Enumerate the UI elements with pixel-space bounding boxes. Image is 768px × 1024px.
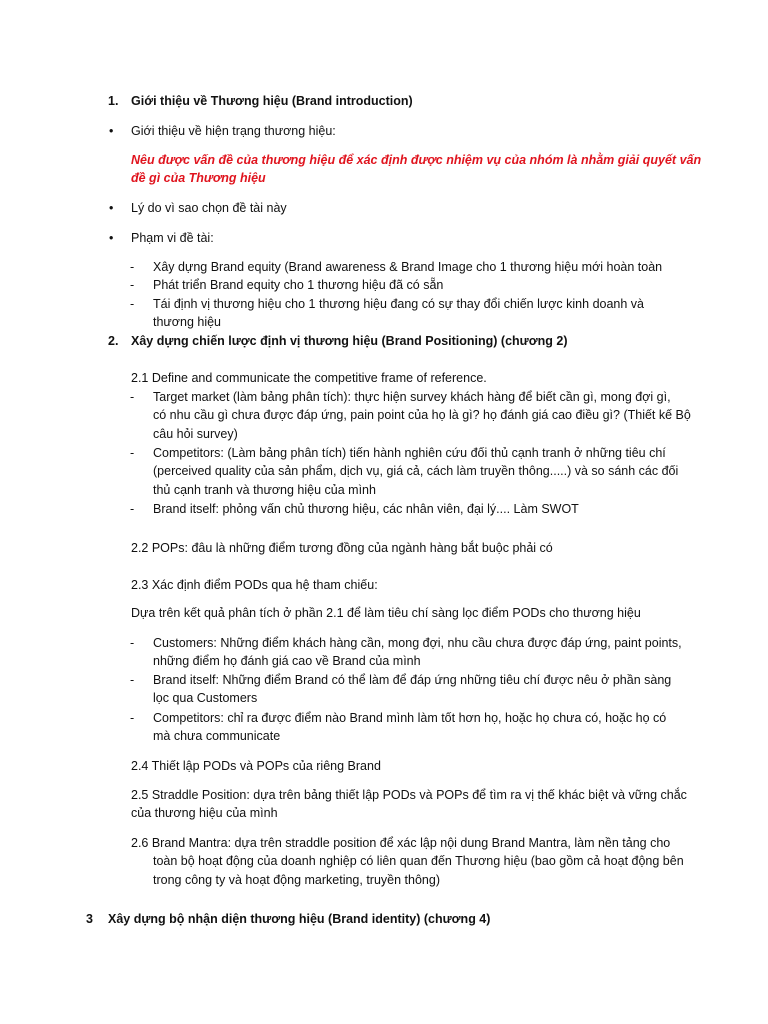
bullet-dot: •: [109, 231, 114, 245]
subsection-2-4-heading: 2.4 Thiết lập PODs và POPs của riêng Brand: [131, 759, 381, 773]
dash-marker: -: [130, 278, 135, 292]
bullet-dot: •: [109, 124, 114, 138]
dash-marker: -: [130, 673, 135, 687]
section-3-number: 3: [86, 912, 93, 926]
dash-marker: -: [130, 297, 135, 311]
subsection-2-6-line-1: 2.6 Brand Mantra: dựa trên straddle position để xác lập nội dung Brand Mantra, làm nền tảng cho: [131, 836, 671, 850]
subsection-2-5-line-2: của thương hiệu của mình: [131, 806, 278, 820]
dash-marker: -: [130, 260, 135, 274]
scope-item-3-line-2: thương hiệu: [153, 315, 221, 329]
pod-customers-line-2: những điểm họ đánh giá cao về Brand của mình: [153, 654, 421, 668]
pod-competitors-line-1: Competitors: chỉ ra được điểm nào Brand mình làm tốt hơn họ, hoặc họ chưa có, hoặc họ có: [153, 711, 667, 725]
competitors-line-1: Competitors: (Làm bảng phân tích) tiến hành nghiên cứu đối thủ cạnh tranh ở những tiêu chí: [153, 446, 666, 460]
subsection-2-3-heading: 2.3 Xác định điểm PODs qua hệ tham chiếu:: [131, 578, 378, 592]
pod-brand-line-1: Brand itself: Những điểm Brand có thể làm để đáp ứng những tiêu chí được nêu ở phần sàng: [153, 673, 672, 687]
target-market-line-2: có nhu cầu gì chưa được đáp ứng, pain point của họ là gì? họ đánh giá cao điều gì? (Thiết kế Bộ: [153, 408, 691, 422]
section-1-title: Giới thiệu về Thương hiệu (Brand introduction): [131, 94, 413, 108]
section-2-title: Xây dựng chiến lược định vị thương hiệu (Brand Positioning) (chương 2): [131, 334, 568, 348]
dash-marker: -: [130, 636, 135, 650]
scope-item-3-line-1: Tái định vị thương hiệu cho 1 thương hiệu đang có sự thay đổi chiến lược kinh doanh và: [153, 297, 644, 311]
section-1-number: 1.: [108, 94, 119, 108]
subsection-2-6-line-3: trong công ty và hoạt động marketing, truyền thông): [153, 873, 440, 887]
target-market-line-3: câu hỏi survey): [153, 427, 238, 441]
subsection-2-1-heading: 2.1 Define and communicate the competitive frame of reference.: [131, 371, 487, 385]
subsection-2-3-paragraph: Dựa trên kết quả phân tích ở phần 2.1 để làm tiêu chí sàng lọc điểm PODs cho thương hiệu: [131, 606, 641, 620]
dash-marker: -: [130, 446, 135, 460]
dash-marker: -: [130, 390, 135, 404]
highlighted-note-line-2: đề gì của Thương hiệu: [131, 171, 266, 185]
section-3-title: Xây dựng bộ nhận diện thương hiệu (Brand identity) (chương 4): [108, 912, 491, 926]
bullet-current-state: Giới thiệu về hiện trạng thương hiệu:: [131, 124, 336, 138]
subsection-2-2-heading: 2.2 POPs: đâu là những điểm tương đồng của ngành hàng bắt buộc phải có: [131, 541, 553, 555]
dash-marker: -: [130, 502, 135, 516]
subsection-2-6-line-2: toàn bộ hoạt động của doanh nghiệp có liên quan đến Thương hiệu (bao gồm cả hoạt động bên: [153, 854, 684, 868]
target-market-line-1: Target market (làm bảng phân tích): thực hiện survey khách hàng để biết cần gì, mong đợi gì,: [153, 390, 671, 404]
bullet-scope: Phạm vi đề tài:: [131, 231, 214, 245]
pod-competitors-line-2: mà chưa communicate: [153, 729, 281, 743]
highlighted-note-line-1: Nêu được vấn đề của thương hiệu để xác định được nhiệm vụ của nhóm là nhằm giải quyết vấn: [131, 153, 702, 167]
pod-customers-line-1: Customers: Những điểm khách hàng cần, mong đợi, nhu cầu chưa được đáp ứng, paint points,: [153, 636, 682, 650]
dash-marker: -: [130, 711, 135, 725]
brand-itself-line: Brand itself: phỏng vấn chủ thương hiệu, các nhân viên, đại lý.... Làm SWOT: [153, 502, 579, 516]
competitors-line-2: (perceived quality của sản phẩm, dịch vụ, giá cả, cách làm truyền thông.....) và so sánh các đối: [153, 464, 679, 478]
subsection-2-5-line-1: 2.5 Straddle Position: dựa trên bảng thiết lập PODs và POPs để tìm ra vị thế khác biệt và vững chắc: [131, 788, 687, 802]
pod-brand-line-2: lọc qua Customers: [153, 691, 258, 705]
section-2-number: 2.: [108, 334, 119, 348]
competitors-line-3: thủ cạnh tranh và thương hiệu của mình: [153, 483, 376, 497]
bullet-dot: •: [109, 201, 114, 215]
bullet-reason: Lý do vì sao chọn đề tài này: [131, 201, 287, 215]
scope-item-1: Xây dựng Brand equity (Brand awareness & Brand Image cho 1 thương hiệu mới hoàn toàn: [153, 260, 663, 274]
scope-item-2: Phát triển Brand equity cho 1 thương hiệu đã có sẵn: [153, 278, 444, 292]
